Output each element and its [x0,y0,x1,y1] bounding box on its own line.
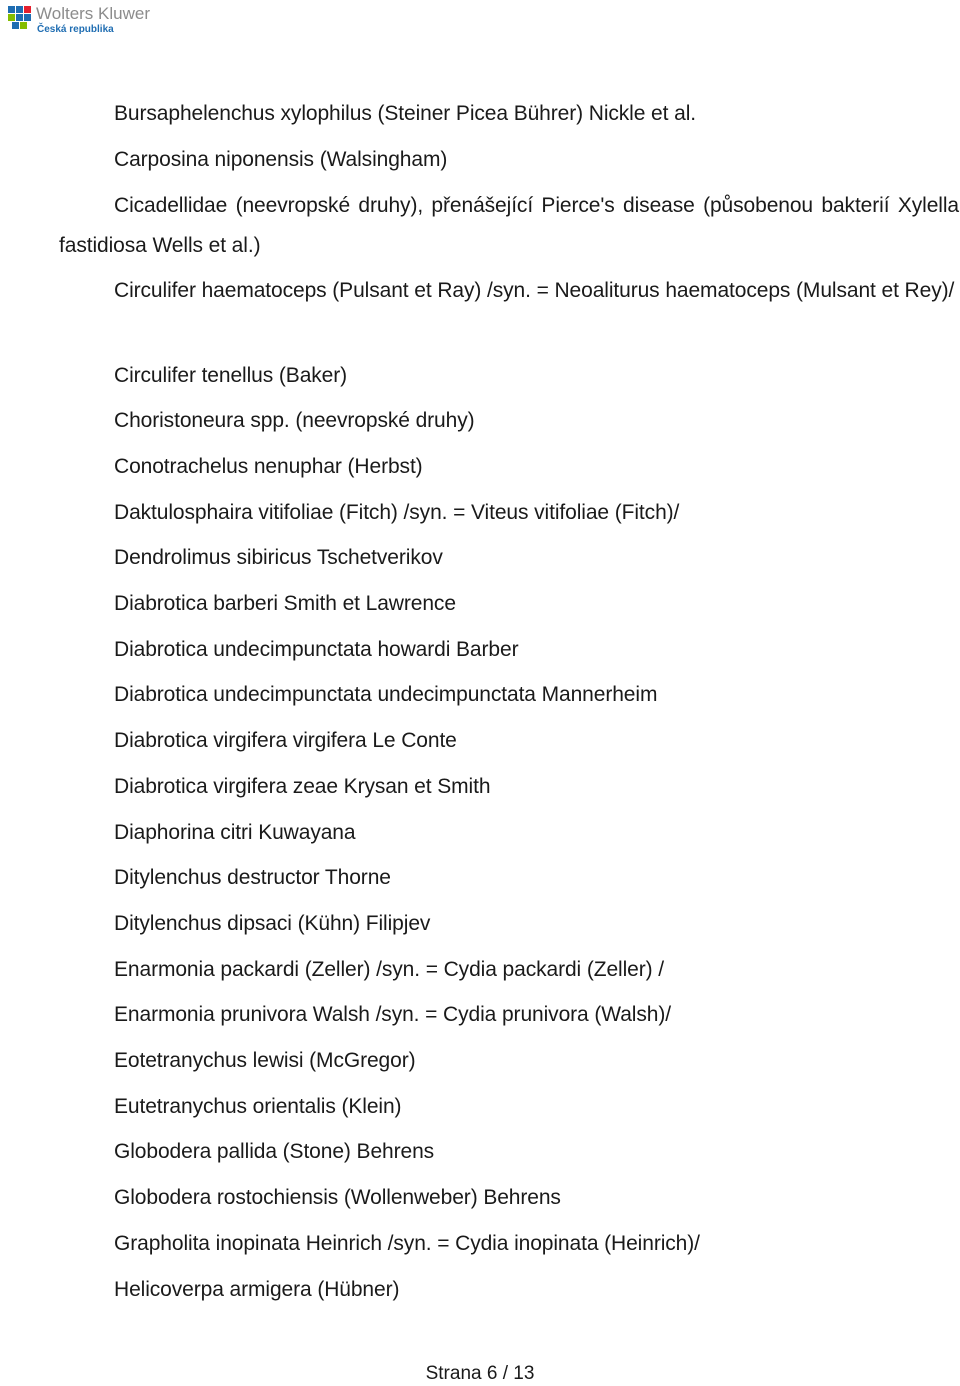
list-item: Circulifer tenellus (Baker) [114,364,348,387]
list-item: Circulifer haematoceps (Pulsant et Ray) /syn. = Neoaliturus haematoceps (Mulsant et Rey)/ [114,279,955,302]
list-item: Globodera pallida (Stone) Behrens [114,1140,435,1163]
list-item: Ditylenchus destructor Thorne [114,866,391,889]
list-item: Diabrotica virgifera virgifera Le Conte [114,729,457,752]
list-item: Ditylenchus dipsaci (Kühn) Filipjev [114,912,431,935]
list-item: Dendrolimus sibiricus Tschetverikov [114,546,443,569]
list-item: Eotetranychus lewisi (McGregor) [114,1049,416,1072]
list-item: Eutetranychus orientalis (Klein) [114,1095,402,1118]
list-item: Diaphorina citri Kuwayana [114,821,356,844]
list-item: Choristoneura spp. (neevropské druhy) [114,409,475,432]
list-item: Daktulosphaira vitifoliae (Fitch) /syn. = Viteus vitifoliae (Fitch)/ [114,501,680,524]
list-item: Diabrotica undecimpunctata howardi Barber [114,638,519,661]
list-item: Diabrotica undecimpunctata undecimpunctata Mannerheim [114,683,658,706]
logo-name: Wolters Kluwer [36,4,150,23]
list-item: Globodera rostochiensis (Wollenweber) Behrens [114,1186,561,1209]
list-item: Enarmonia prunivora Walsh /syn. = Cydia prunivora (Walsh)/ [114,1003,671,1026]
page-number: Strana 6 / 13 [425,1363,535,1384]
list-item: Conotrachelus nenuphar (Herbst) [114,455,423,478]
list-item: Bursaphelenchus xylophilus (Steiner Picea Bührer) Nickle et al. [114,102,696,125]
list-item: Enarmonia packardi (Zeller) /syn. = Cydia packardi (Zeller) / [114,958,665,981]
list-item: Carposina niponensis (Walsingham) [114,148,448,171]
list-item: Grapholita inopinata Heinrich /syn. = Cydia inopinata (Heinrich)/ [114,1232,700,1255]
logo-subtitle: Česká republika [37,24,114,35]
list-item: Helicoverpa armigera (Hübner) [114,1278,400,1301]
wolters-kluwer-logo-icon [6,4,32,32]
list-item: Cicadellidae (neevropské druhy), přenášející Pierce's disease (působenou bakterií Xylella fastidiosa Wells et al.) [59,194,959,257]
list-item: Diabrotica virgifera zeae Krysan et Smith [114,775,491,798]
list-item: Diabrotica barberi Smith et Lawrence [114,592,456,615]
